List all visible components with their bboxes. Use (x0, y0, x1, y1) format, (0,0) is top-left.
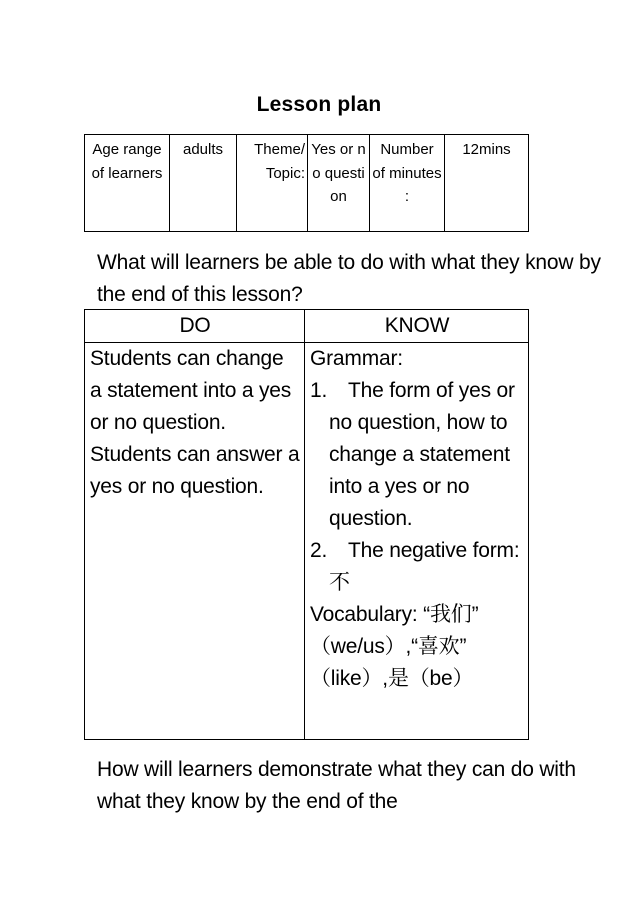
minutes-value-cell: 12mins (445, 135, 529, 232)
grammar-label: Grammar: (310, 347, 403, 370)
do-statement-1: Students can change a statement into a yes or no question. (90, 347, 292, 434)
grammar-item-2-number: 2. (310, 539, 328, 562)
grammar-item-2 (310, 535, 524, 599)
know-cell (305, 343, 529, 740)
grammar-item-2-text: The negative form: 不 (329, 539, 520, 594)
do-header: DO (85, 310, 305, 343)
do-cell (85, 343, 305, 740)
question-learners-demonstrate: How will learners demonstrate what they can do with what they know by the end of the (97, 758, 576, 813)
vocabulary-line-2: （we/us）,“喜欢” (310, 635, 467, 658)
do-statement-2: Students can answer a yes or no question. (90, 443, 300, 498)
do-know-table (84, 309, 529, 740)
lesson-info-table (84, 134, 529, 232)
know-header: KNOW (305, 310, 529, 343)
vocabulary-line-1: Vocabulary: “我们” (310, 603, 479, 626)
do-know-body-row (85, 343, 529, 740)
minutes-label-cell: Number of minutes : (370, 135, 445, 232)
page-title: Lesson plan (256, 93, 382, 116)
grammar-item-1 (310, 375, 524, 535)
theme-value-cell: Yes or no question (308, 135, 370, 232)
age-label-cell: Age range of learners (85, 135, 170, 232)
theme-label-cell: Theme/ Topic: (237, 135, 308, 232)
info-row (85, 135, 529, 232)
grammar-list (310, 375, 524, 599)
age-value-cell: adults (170, 135, 237, 232)
question-learners-able: What will learners be able to do with what they know by the end of this lesson? (97, 251, 601, 306)
vocabulary-line-3: （like）,是（be） (310, 667, 474, 690)
do-know-header-row (85, 310, 529, 343)
grammar-item-1-text: The form of yes or no question, how to change a statement into a yes or no question. (329, 379, 515, 530)
grammar-item-1-number: 1. (310, 379, 328, 402)
